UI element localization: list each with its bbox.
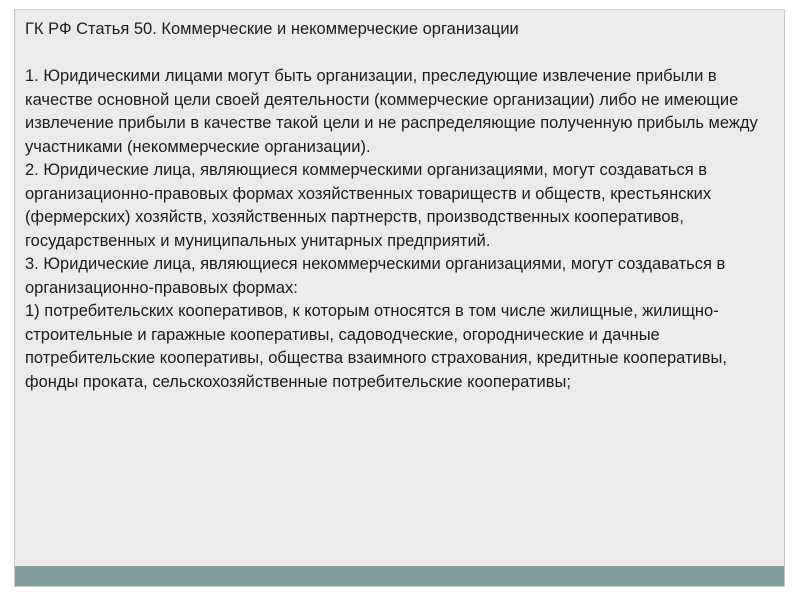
paragraph-3-item-1: 1) потребительских кооперативов, к которым относятся в том числе жилищные, жилищно-строительные и гаражные кооперативы, садоводческие, огороднические и дачные потребительские кооперативы, общества взаимного страхования, кредитные кооперативы, фонды проката, сельскохозяйственные потребительские кооперативы; — [25, 302, 727, 391]
paragraph-1: 1. Юридическими лицами могут быть организации, преследующие извлечение прибыли в качестве основной цели своей деятельности (коммерческие организации) либо не имеющие извлечение прибыли в качестве такой цели и не распределяющие полученную прибыль между участниками (некоммерческие организации). — [25, 67, 758, 156]
paragraph-2: 2. Юридические лица, являющиеся коммерческими организациями, могут создаваться в организационно-правовых формах хозяйственных товариществ и обществ, крестьянских (фермерских) хозяйств, хозяйственных партнерств, производственных кооперативов, государственных и муниципальных унитарных предприятий. — [25, 161, 712, 250]
document-text — [25, 18, 777, 394]
slide — [14, 9, 785, 587]
document-title: ГК РФ Статья 50. Коммерческие и некоммерческие организации — [25, 20, 519, 38]
paragraph-3: 3. Юридические лица, являющиеся некоммерческими организациями, могут создаваться в организационно-правовых формах: — [25, 255, 726, 297]
footer-band — [15, 566, 784, 586]
